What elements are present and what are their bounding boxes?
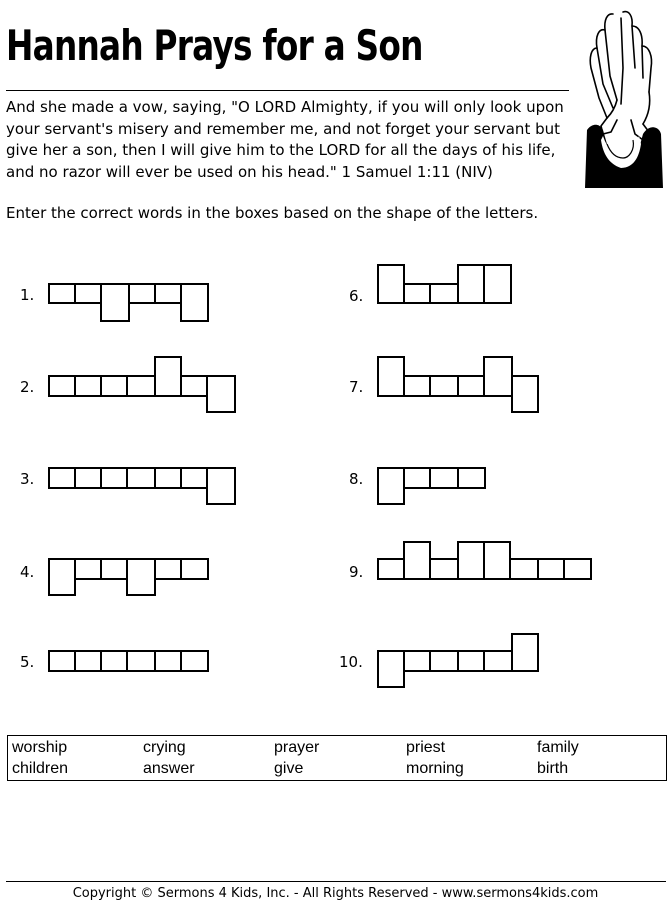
puzzle-number: 5. bbox=[20, 653, 35, 671]
word-bank-item: family bbox=[537, 739, 579, 756]
puzzle-number: 9. bbox=[349, 563, 364, 581]
letter-box[interactable] bbox=[483, 264, 512, 304]
letter-box[interactable] bbox=[180, 650, 209, 672]
word-bank-item: answer bbox=[143, 760, 195, 777]
letter-box[interactable] bbox=[126, 558, 156, 596]
letter-box[interactable] bbox=[74, 650, 102, 672]
puzzle-number: 1. bbox=[20, 286, 35, 304]
letter-box[interactable] bbox=[206, 467, 236, 505]
word-bank-item: children bbox=[12, 760, 69, 777]
word-bank-item: priest bbox=[406, 739, 446, 756]
instructions: Enter the correct words in the boxes based on the shape of the letters. bbox=[6, 204, 539, 222]
puzzle-number: 3. bbox=[20, 470, 35, 488]
word-bank-item: give bbox=[274, 760, 304, 777]
footer-divider bbox=[6, 881, 666, 882]
word-bank-item: morning bbox=[406, 760, 464, 777]
letter-box[interactable] bbox=[457, 650, 485, 672]
letter-box[interactable] bbox=[563, 558, 592, 580]
copyright-notice: Copyright © Sermons 4 Kids, Inc. - All Rights Reserved - www.sermons4kids.com bbox=[72, 886, 599, 901]
letter-box[interactable] bbox=[377, 264, 405, 304]
letter-box[interactable] bbox=[154, 356, 182, 397]
letter-box[interactable] bbox=[126, 467, 156, 489]
letter-box[interactable] bbox=[483, 650, 513, 672]
letter-box[interactable] bbox=[180, 467, 208, 489]
letter-box[interactable] bbox=[154, 650, 182, 672]
puzzle-number: 6. bbox=[349, 287, 364, 305]
letter-box[interactable] bbox=[100, 467, 128, 489]
letter-box[interactable] bbox=[206, 375, 236, 413]
letter-box[interactable] bbox=[74, 558, 102, 580]
letter-box[interactable] bbox=[126, 650, 156, 672]
letter-box[interactable] bbox=[429, 558, 459, 580]
puzzle-number: 10. bbox=[339, 653, 363, 671]
puzzle-number: 2. bbox=[20, 378, 35, 396]
letter-box[interactable] bbox=[180, 558, 209, 580]
letter-box[interactable] bbox=[154, 283, 182, 304]
page-title: Hannah Prays for a Son bbox=[6, 21, 423, 70]
letter-box[interactable] bbox=[429, 283, 459, 304]
letter-box[interactable] bbox=[377, 467, 405, 505]
letter-box[interactable] bbox=[537, 558, 565, 580]
letter-box[interactable] bbox=[74, 375, 102, 397]
puzzle-number: 7. bbox=[349, 378, 364, 396]
letter-box[interactable] bbox=[429, 467, 459, 489]
letter-box[interactable] bbox=[100, 558, 128, 580]
letter-box[interactable] bbox=[483, 541, 511, 580]
letter-box[interactable] bbox=[74, 283, 102, 304]
letter-box[interactable] bbox=[403, 283, 431, 304]
letter-box[interactable] bbox=[429, 650, 459, 672]
letter-box[interactable] bbox=[457, 467, 486, 489]
letter-box[interactable] bbox=[403, 467, 431, 489]
letter-box[interactable] bbox=[457, 375, 485, 397]
letter-box[interactable] bbox=[48, 375, 76, 397]
title-underline bbox=[6, 90, 569, 91]
letter-box[interactable] bbox=[403, 541, 431, 580]
letter-box[interactable] bbox=[377, 356, 405, 397]
letter-box[interactable] bbox=[126, 375, 156, 397]
letter-box[interactable] bbox=[403, 375, 431, 397]
letter-box[interactable] bbox=[128, 283, 156, 304]
letter-box[interactable] bbox=[511, 633, 539, 672]
letter-box[interactable] bbox=[457, 264, 485, 304]
letter-box[interactable] bbox=[74, 467, 102, 489]
letter-box[interactable] bbox=[48, 283, 76, 304]
word-bank-item: crying bbox=[143, 739, 186, 756]
letter-box[interactable] bbox=[48, 467, 76, 489]
letter-box[interactable] bbox=[100, 650, 128, 672]
letter-box[interactable] bbox=[403, 650, 431, 672]
word-bank bbox=[7, 735, 667, 781]
letter-box[interactable] bbox=[457, 541, 485, 580]
letter-box[interactable] bbox=[154, 467, 182, 489]
letter-box[interactable] bbox=[511, 375, 539, 413]
praying-hands-icon bbox=[577, 8, 665, 193]
letter-box[interactable] bbox=[377, 558, 405, 580]
letter-box[interactable] bbox=[48, 650, 76, 672]
word-bank-item: birth bbox=[537, 760, 569, 777]
bible-verse: And she made a vow, saying, "O LORD Almighty, if you will only look upon your servant's misery and remember me, and not forget your servant but give her a son, then I will give him to the LORD for all the days of his life, and no razor will ever be used on his head." 1 Samuel 1:11 (NIV) bbox=[6, 98, 564, 181]
word-bank-item: prayer bbox=[274, 739, 320, 756]
letter-box[interactable] bbox=[100, 375, 128, 397]
letter-box[interactable] bbox=[48, 558, 76, 596]
word-bank-item: worship bbox=[12, 739, 68, 756]
letter-box[interactable] bbox=[483, 356, 513, 397]
letter-box[interactable] bbox=[180, 375, 208, 397]
letter-box[interactable] bbox=[509, 558, 539, 580]
letter-box[interactable] bbox=[180, 283, 209, 322]
letter-box[interactable] bbox=[377, 650, 405, 688]
letter-box[interactable] bbox=[154, 558, 182, 580]
puzzle-number: 4. bbox=[20, 563, 35, 581]
puzzle-number: 8. bbox=[349, 470, 364, 488]
letter-box[interactable] bbox=[429, 375, 459, 397]
letter-box[interactable] bbox=[100, 283, 130, 322]
